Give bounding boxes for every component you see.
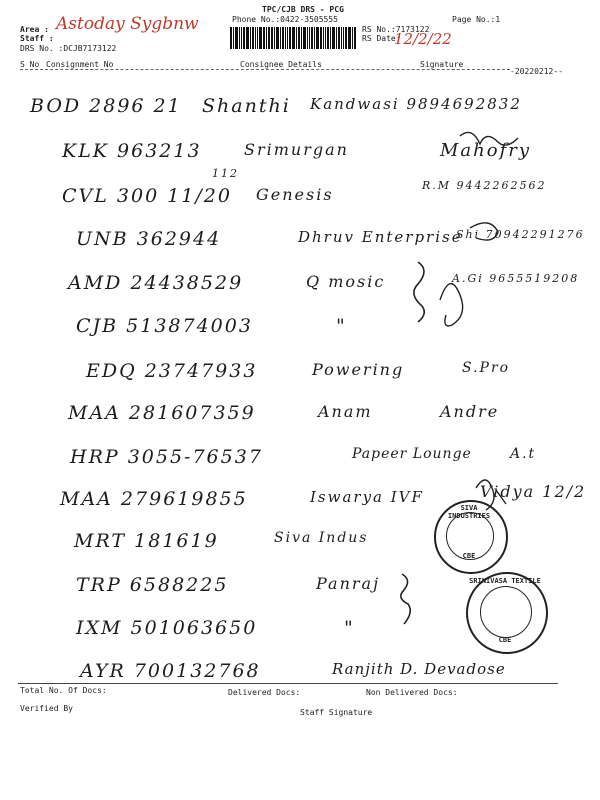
consignment-number: MAA 281607359 bbox=[68, 402, 256, 424]
consignment-number: CVL 300 11/20 bbox=[62, 185, 232, 207]
signature-scribble bbox=[460, 132, 518, 145]
stamp-inner-ring bbox=[480, 586, 532, 638]
staff-label: Staff : bbox=[20, 34, 54, 43]
col-signature: Signature bbox=[420, 60, 464, 69]
col-sno: S No bbox=[20, 60, 40, 69]
phone-number: Phone No.:0422-3505555 bbox=[232, 15, 338, 24]
signature-text: Kandwasi 9894692832 bbox=[310, 95, 522, 113]
rs-number: RS No.:7173122 bbox=[362, 25, 430, 34]
consignment-number: UNB 362944 bbox=[76, 228, 222, 250]
col-consignment: Consignment No bbox=[46, 60, 114, 69]
verified-by-label: Verified By bbox=[20, 704, 73, 713]
consignee-name: Panraj bbox=[316, 574, 381, 593]
signature-text: Mahofry bbox=[440, 140, 532, 161]
consignment-number: TRP 6588225 bbox=[76, 574, 229, 596]
delivered-docs-label: Delivered Docs: bbox=[228, 688, 301, 697]
consignment-number: KLK 963213 bbox=[62, 140, 202, 162]
consignee-name: Papeer Lounge bbox=[352, 446, 472, 462]
consignment-number: MAA 279619855 bbox=[60, 488, 248, 510]
consignee-name: Srimurgan bbox=[244, 140, 349, 159]
signature-text: R.M 9442262562 bbox=[422, 179, 547, 192]
consignee-name: Anam bbox=[318, 402, 373, 421]
consignment-number: EDQ 23747933 bbox=[86, 360, 258, 382]
consignee-name: Dhruv Enterprise bbox=[298, 228, 463, 246]
consignee-name: Powering bbox=[312, 360, 405, 379]
page-number: Page No.:1 bbox=[452, 15, 501, 24]
consignment-number: AMD 24438529 bbox=[68, 272, 244, 294]
signature-scribble bbox=[470, 223, 498, 240]
stamp-inner-text: CBE bbox=[498, 636, 512, 644]
footer-divider bbox=[18, 683, 558, 684]
signature-scribble bbox=[440, 284, 463, 326]
staff-signature-label: Staff Signature bbox=[300, 708, 373, 717]
signature-text: A.t bbox=[510, 446, 537, 462]
signature-text: Vidya 12/2 bbox=[480, 482, 587, 501]
total-docs-label: Total No. Of Docs: bbox=[20, 686, 107, 695]
consignment-number: IXM 501063650 bbox=[76, 617, 258, 639]
consignee-name: Ranjith D. Devadose bbox=[332, 660, 506, 678]
non-delivered-docs-label: Non Delivered Docs: bbox=[366, 688, 458, 697]
consignee-name: Shanthi bbox=[202, 95, 291, 117]
stamp-outer-text: SRINIVASA TEXTILE bbox=[469, 577, 541, 585]
correction-note: 112 bbox=[212, 167, 239, 180]
brace-mark bbox=[401, 574, 410, 624]
brace-mark bbox=[414, 262, 424, 322]
consignment-number: BOD 2896 21 bbox=[30, 95, 182, 117]
consignee-name: " bbox=[336, 315, 347, 337]
consignee-name: Genesis bbox=[256, 185, 334, 204]
consignee-name: Iswarya IVF bbox=[310, 488, 424, 506]
area-handwritten-value: Astoday Sygbnw bbox=[56, 14, 199, 34]
consignment-number: AYR 700132768 bbox=[80, 660, 261, 682]
consignee-name: " bbox=[344, 617, 355, 639]
signature-text: Shi 70942291276 bbox=[456, 228, 585, 241]
area-label: Area : bbox=[20, 25, 49, 34]
document-title: TPC/CJB DRS - PCG bbox=[262, 5, 344, 14]
stamp-outer-text: SIVA INDUSTRIES bbox=[447, 504, 491, 520]
consignment-number: HRP 3055-76537 bbox=[70, 446, 263, 468]
date-code: -20220212-- bbox=[510, 67, 563, 76]
rs-date-handwritten: 12/2/22 bbox=[394, 30, 452, 48]
rs-date-label: RS Date: bbox=[362, 34, 401, 43]
signature-text: S.Pro bbox=[462, 360, 511, 376]
stamp-inner-text: CBE bbox=[462, 552, 476, 560]
stamp-icon bbox=[466, 572, 548, 654]
stamp-icon bbox=[434, 500, 508, 574]
signature-text: Andre bbox=[440, 402, 500, 421]
consignee-name: Q mosic bbox=[306, 272, 386, 291]
consignment-number: CJB 513874003 bbox=[76, 315, 253, 337]
drs-number: DRS No. :DCJB7173122 bbox=[20, 44, 117, 53]
consignment-number: MRT 181619 bbox=[74, 530, 219, 552]
col-consignee: Consignee Details bbox=[240, 60, 322, 69]
consignee-name: Siva Indus bbox=[274, 530, 369, 546]
signature-text: A.Gi 9655519208 bbox=[452, 272, 580, 285]
